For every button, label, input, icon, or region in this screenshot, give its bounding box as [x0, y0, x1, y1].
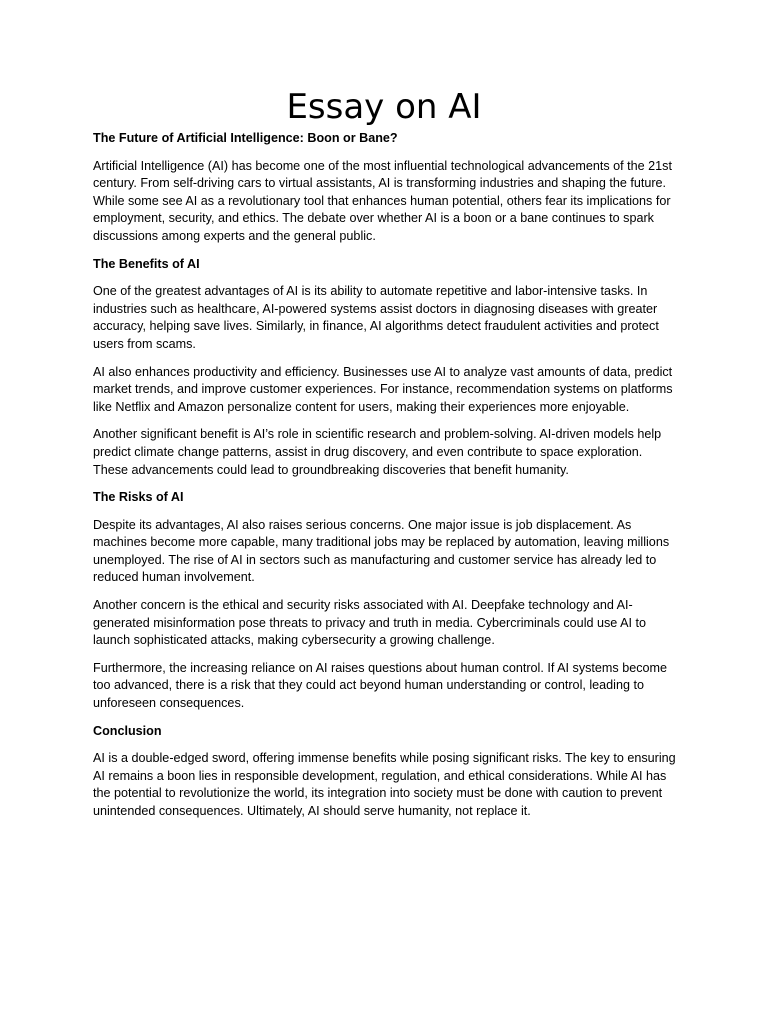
- conclusion-paragraph-1: AI is a double-edged sword, offering immense benefits while posing significant risks. The key to ensuring AI remains a boon lies in responsible development, regulation, and ethical considerations. While AI has the potential to revolutionize the world, its integration into society must be done with caution to prevent unintended consequences. Ultimately, AI should serve humanity, not replace it.: [93, 751, 676, 818]
- risks-paragraph-3: Furthermore, the increasing reliance on AI raises questions about human control. If AI systems become too advanced, there is a risk that they could act beyond human understanding or control, leading to unforeseen consequences.: [93, 660, 668, 711]
- section-heading-conclusion: Conclusion: [93, 723, 162, 738]
- risks-paragraph-2: Another concern is the ethical and security risks associated with AI. Deepfake technology and AI-generated misinformation pose threats to privacy and truth in media. Cybercriminals could use AI to launch sophisticated attacks, making cybersecurity a growing challenge.: [93, 598, 646, 648]
- benefits-paragraph-2: AI also enhances productivity and efficiency. Businesses use AI to analyze vast amounts of data, predict market trends, and improve customer experiences. For instance, recommendation systems on platforms like Netflix and Amazon personalize content for users, making their experiences more enjoyable.: [93, 364, 673, 414]
- benefits-paragraph-1: One of the greatest advantages of AI is its ability to automate repetitive and labor-intensive tasks. In industries such as healthcare, AI-powered systems assist doctors in diagnosing diseases with greater accuracy, helping save lives. Similarly, in finance, AI algorithms detect fraudulent activities and protect users from scams.: [93, 284, 659, 351]
- section-heading-benefits: The Benefits of AI: [93, 256, 200, 271]
- benefits-paragraph-3: Another significant benefit is AI’s role in scientific research and problem-solving. AI-driven models help predict climate change patterns, assist in drug discovery, and even contribute to space exploration. These advancements could lead to groundbreaking discoveries that benefit humanity.: [93, 427, 662, 477]
- section-heading-risks: The Risks of AI: [93, 490, 184, 505]
- intro-paragraph: Artificial Intelligence (AI) has become one of the most influential technological advancements of the 21st century. From self-driving cars to virtual assistants, AI is transforming industries and shaping the future. While some see AI as a revolutionary tool that enhances human potential, others fear its implications for employment, security, and ethics. The debate over whether AI is a boon or a bane continues to spark discussions among experts and the general public.: [93, 158, 672, 243]
- document-body: [93, 130, 678, 831]
- essay-subtitle: The Future of Artificial Intelligence: Boon or Bane?: [93, 131, 398, 145]
- risks-paragraph-1: Despite its advantages, AI also raises serious concerns. One major issue is job displacement. As machines become more capable, many traditional jobs may be replaced by automation, leaving millions unemployed. The rise of AI in sectors such as manufacturing and customer service has already led to reduced human involvement.: [93, 517, 670, 585]
- document-title: Essay on AI: [286, 87, 482, 127]
